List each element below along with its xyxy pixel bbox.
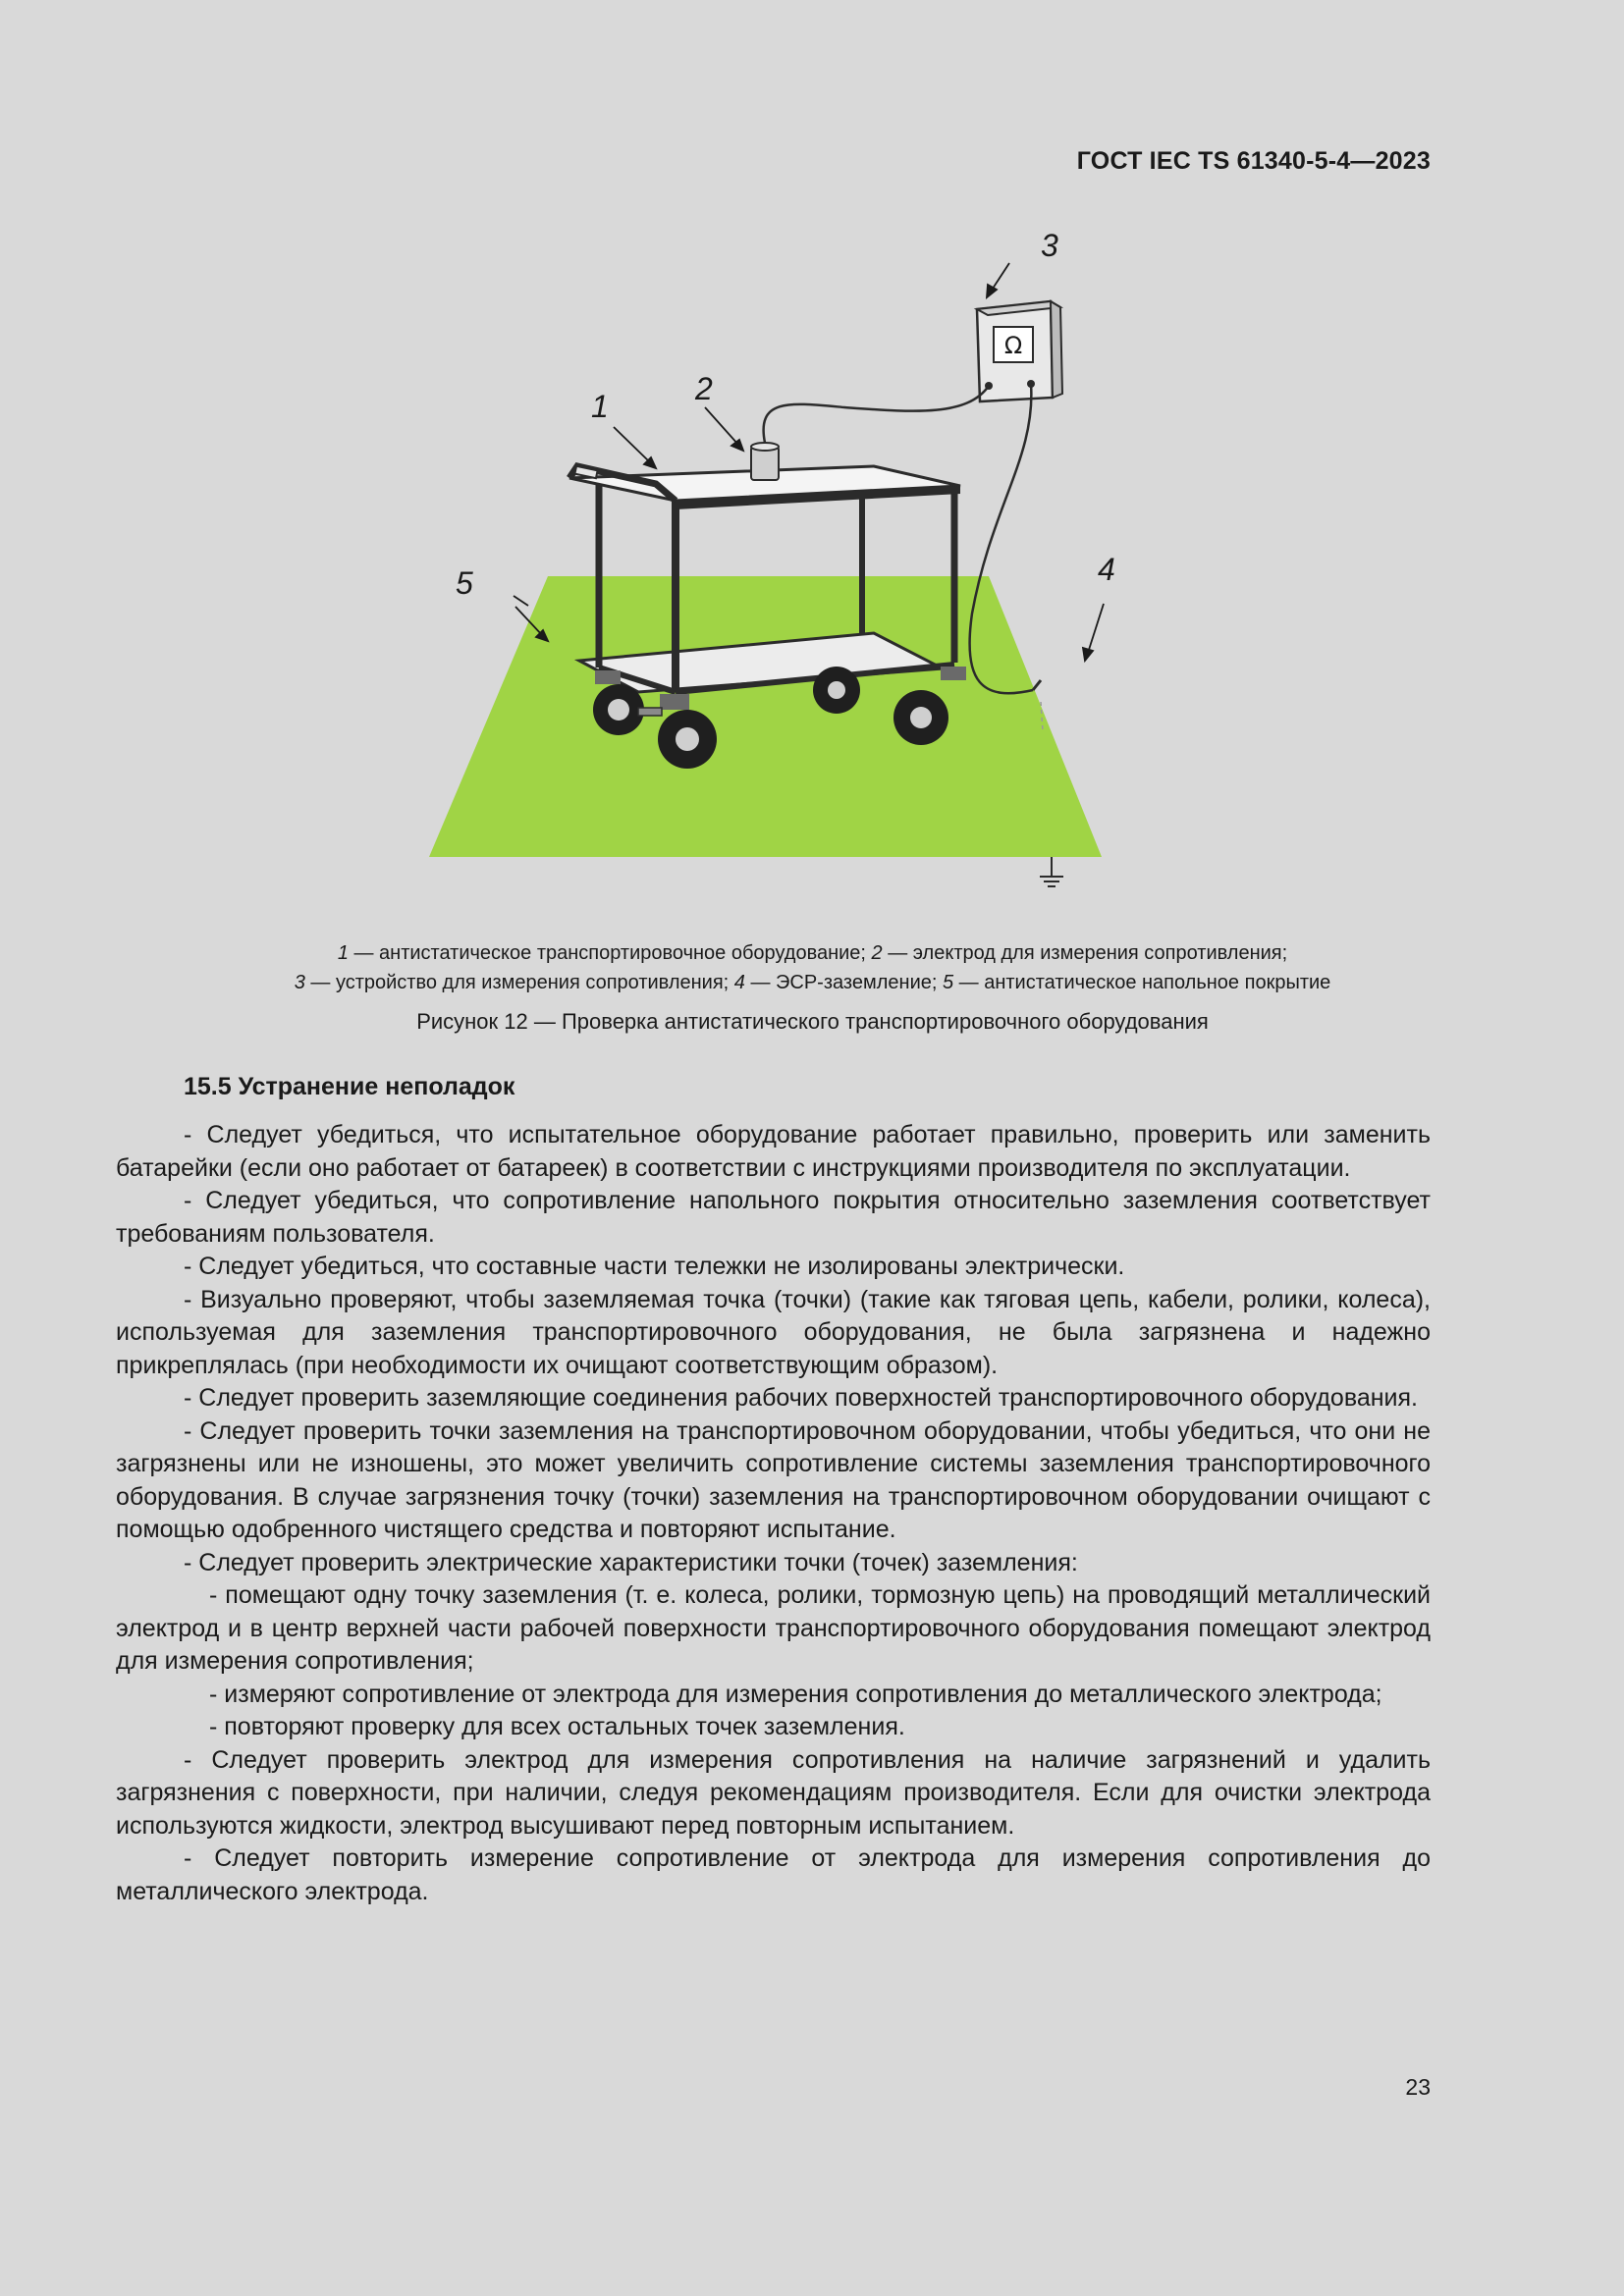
legend-number: 3	[294, 972, 305, 993]
wheel	[813, 667, 860, 714]
paragraph: - Следует убедиться, что испытательное оборудование работает правильно, проверить или заменить батарейки (если оно работает от батареек) в соответствии с инструкциями производителя по эксплуатации.	[116, 1121, 1431, 1182]
paragraph: - Следует повторить измерение сопротивление от электрода для измерения сопротивления до металлического электрода.	[116, 1844, 1431, 1905]
paragraph: - Следует проверить электрод для измерения сопротивления на наличие загрязнений и удалить загрязнения с поверхности, при наличии, следуя рекомендациям производителя. Если для очистки электрода используются жидкости, электрод высушивают перед повторным испытанием.	[116, 1745, 1431, 1840]
callout-3: 3	[1041, 228, 1058, 263]
callout-1: 1	[591, 389, 609, 424]
legend-text: — ЭСР-заземление;	[744, 972, 943, 993]
esd-floor-mat	[429, 576, 1102, 857]
callout-4: 4	[1098, 552, 1115, 587]
electrode-cable	[764, 386, 989, 443]
legend-text: — антистатическое транспортировочное оборудование;	[348, 942, 872, 964]
legend-text: — антистатическое напольное покрытие	[953, 972, 1331, 993]
page-number: 23	[1405, 2074, 1431, 2100]
ground-symbol	[1040, 857, 1063, 886]
legend-number: 1	[337, 942, 349, 964]
figure-legend	[116, 938, 1509, 997]
figure-caption: Рисунок 12 — Проверка антистатического транспортировочного оборудования	[416, 1009, 1209, 1034]
sub-paragraph: - измеряют сопротивление от электрода для измерения сопротивления до металлического электрода;	[209, 1680, 1382, 1708]
resistance-electrode	[751, 443, 779, 480]
section-body	[116, 1119, 1431, 1908]
legend-line-1	[116, 938, 1509, 968]
sub-paragraph: - помещают одну точку заземления (т. е. колеса, ролики, тормозную цепь) на проводящий металлический электрод и в центр верхней части рабочей поверхности транспортировочного оборудования помещают электрод для измерения сопротивления;	[116, 1581, 1431, 1675]
sub-paragraph: - повторяют проверку для всех остальных точек заземления.	[209, 1713, 905, 1740]
ohm-symbol: Ω	[1003, 332, 1023, 359]
legend-number: 2	[871, 942, 883, 964]
paragraph: - Визуально проверяют, чтобы заземляемая точка (точки) (такие как тяговая цепь, кабели, ролики, колеса), используемая для заземления транспортировочного оборудования, не была загрязнена и надежно прикреплялась (при необходимости их очищают соответствующим образом).	[116, 1285, 1431, 1379]
legend-text: — электрод для измерения сопротивления;	[882, 942, 1288, 964]
document-code-header: ГОСТ IEC TS 61340-5-4—2023	[1076, 147, 1431, 175]
legend-text: — устройство для измерения сопротивления;	[304, 972, 734, 993]
paragraph: - Следует проверить электрические характеристики точки (точек) заземления:	[184, 1548, 1078, 1576]
figure-trolley-test	[403, 221, 1149, 908]
section-title: 15.5 Устранение неполадок	[184, 1073, 515, 1100]
paragraph: - Следует проверить заземляющие соединения рабочих поверхностей транспортировочного оборудования.	[184, 1384, 1418, 1412]
paragraph: - Следует убедиться, что составные части тележки не изолированы электрически.	[184, 1253, 1125, 1280]
callout-5: 5	[456, 565, 473, 601]
paragraph: - Следует проверить точки заземления на транспортировочном оборудовании, чтобы убедиться, что они не загрязнены или не изношены, это может увеличить сопротивление системы заземления транспортировочного оборудования. В случае загрязнения точку (точки) заземления на транспортировочном оборудовании очищают с помощью одобренного чистящего средства и повторяют испытание.	[116, 1416, 1431, 1543]
legend-number: 4	[733, 972, 745, 993]
callout-2: 2	[695, 371, 713, 406]
figure-illustration	[403, 221, 1149, 908]
legend-line-2	[116, 968, 1509, 997]
paragraph: - Следует убедиться, что сопротивление напольного покрытия относительно заземления соответствует требованиям пользователя.	[116, 1187, 1431, 1248]
legend-number: 5	[942, 972, 954, 993]
